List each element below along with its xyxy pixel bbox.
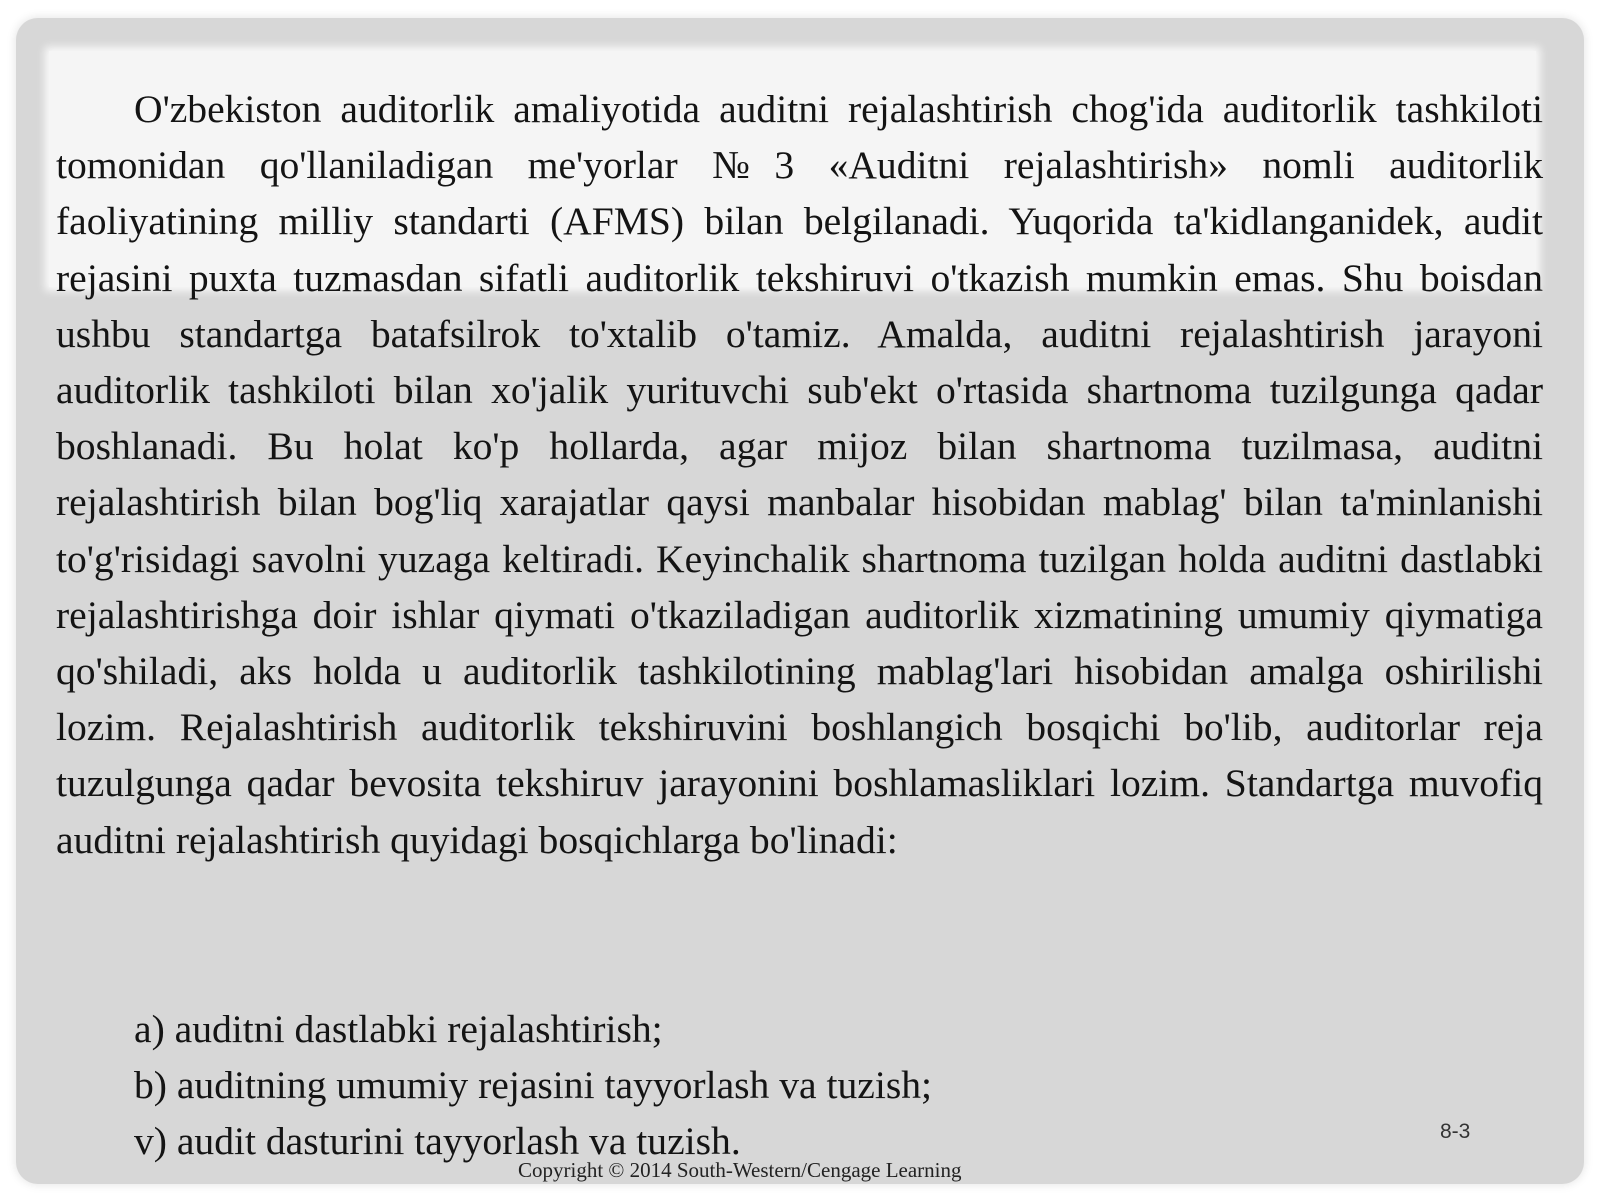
list-item: b) auditning umumiy rejasini tayyorlash va tuzish; — [134, 1063, 933, 1108]
list-item: a) auditni dastlabki rejalashtirish; — [134, 1007, 663, 1051]
list-item: v) audit dasturini tayyorlash va tuzish. — [134, 1119, 741, 1164]
slide-number: 8-3 — [1440, 1120, 1471, 1143]
copyright-notice: Copyright © 2014 South-Western/Cengage Learning — [518, 1158, 962, 1182]
stages-list — [134, 1001, 932, 1170]
slide — [16, 18, 1584, 1184]
body-paragraph: O'zbekiston auditorlik amaliyotida auditni rejalashtirish chog'ida auditorlik tashkiloti tomonidan qo'llaniladigan me'yorlar №3 «Auditni rejalashtirish» nomli auditorlik faoliyatining milliy standarti (AFMS) bilan belgilanadi. Yuqorida ta'kidlanganidek, audit rejasini puxta tuzmasdan sifatli auditorlik tekshiruvi o'tkazish mumkin emas. Shu boisdan ushbu standartga batafsilrok to'xtalib o'tamiz. Amalda, auditni rejalashtirish jarayoni auditorlik tashkiloti bilan xo'jalik yurituvchi sub'ekt o'rtasida shartnoma tuzilgunga qadar boshlanadi. Bu holat ko'p hollarda, agar mijoz bilan shartnoma tuzilmasa, auditni rejalashtirish bilan bog'liq xarajatlar qaysi manbalar hisobidan mablag' bilan ta'minlanishi to'g'risidagi savolni yuzaga keltiradi. Keyinchalik shartnoma tuzilgan holda auditni dastlabki rejalashtirishga doir ishlar qiymati o'tkaziladigan auditorlik xizmatining umumiy qiymatiga qo'shiladi, aks holda u auditorlik tashkilotining mablag'lari hisobidan amalga oshirilishi lozim. Rejalashtirish auditorlik tekshiruvini boshlangich bosqichi bo'lib, auditorlar reja tuzulgunga qadar bevosita tekshiruv jarayonini boshlamasliklari lozim. Standartga muvofiq auditni rejalashtirish quyidagi bosqichlarga bo'linadi: — [56, 87, 1543, 862]
